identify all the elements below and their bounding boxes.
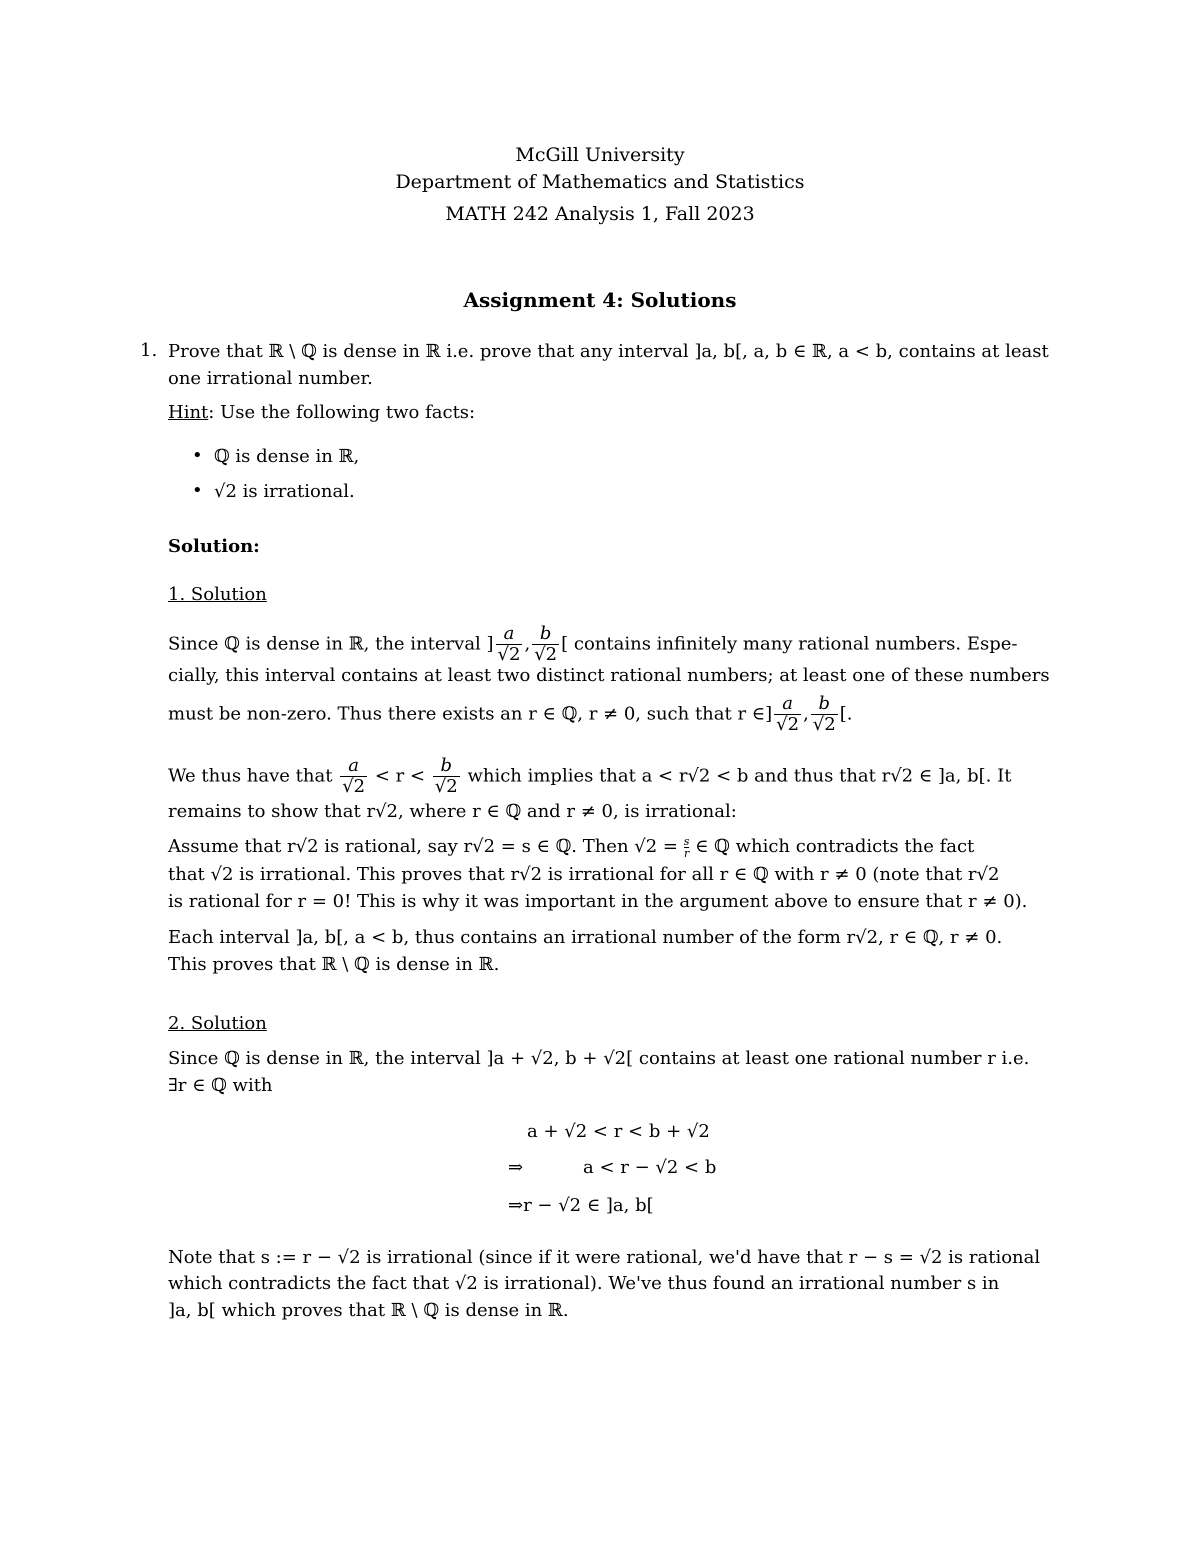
fraction-denominator: √2 — [776, 714, 800, 735]
fraction-numerator: a — [340, 756, 367, 777]
problem-number: 1. — [140, 340, 158, 361]
equation-line-1: a + √2 < r < b + √2 — [527, 1121, 710, 1142]
fraction-s-over-r — [684, 836, 690, 859]
fraction-denominator: √2 — [342, 776, 366, 797]
fraction-denominator: r — [683, 846, 690, 860]
solution1-p2-line1 — [168, 756, 1011, 797]
solution1-p4-line1: Each interval ]a, b[, a < b, thus contains an irrational number of the form r√2, r ∈ ℚ, r ≠ 0. — [168, 927, 1003, 948]
solution2-p2-line1: Note that s := r − √2 is irrational (since if it were rational, we'd have that r − s = √2 is rational — [168, 1247, 1041, 1268]
solution1-p2-line2: remains to show that r√2, where r ∈ ℚ and r ≠ 0, is irrational: — [168, 801, 737, 822]
problem-statement-line1: Prove that ℝ \ ℚ is dense in ℝ i.e. prove that any interval ]a, b[, a, b ∈ ℝ, a < b, contains at least — [168, 341, 1049, 362]
solution2-p2-line2: which contradicts the fact that √2 is irrational). We've thus found an irrational number s in — [168, 1273, 1000, 1294]
bullet-icon: • — [192, 480, 203, 501]
solution2-heading: 2. Solution — [168, 1013, 267, 1034]
implies-arrow: ⇒ — [508, 1157, 524, 1178]
course-title: MATH 242 Analysis 1, Fall 2023 — [445, 203, 755, 225]
fraction-a-over-sqrt2 — [496, 624, 523, 665]
fraction-denominator: √2 — [497, 644, 521, 665]
text-segment: which implies that a < r√2 < b and thus that r√2 ∈ ]a, b[. It — [467, 765, 1012, 787]
fraction-numerator: s — [683, 834, 690, 848]
solution1-p1-line1 — [168, 624, 1018, 665]
solution1-p3-line2: that √2 is irrational. This proves that r√2 is irrational for all r ∈ ℚ with r ≠ 0 (note that r√2 — [168, 864, 1000, 885]
fraction-a-over-sqrt2 — [774, 694, 801, 735]
fraction-numerator: a — [496, 624, 523, 645]
fraction-denominator: √2 — [812, 714, 836, 735]
fraction-numerator: b — [433, 756, 460, 777]
solution1-p1-line2: cially, this interval contains at least two distinct rational numbers; at least one of these numbers — [168, 665, 1050, 686]
hint-fact-2: √2 is irrational. — [214, 481, 355, 502]
bullet-icon: • — [192, 445, 203, 466]
equation-line-2: a < r − √2 < b — [583, 1157, 717, 1178]
solution2-p2-line3: ]a, b[ which proves that ℝ \ ℚ is dense in ℝ. — [168, 1300, 569, 1321]
fraction-a-over-sqrt2 — [340, 756, 367, 797]
hint-label: Hint — [168, 402, 209, 423]
solution1-heading: 1. Solution — [168, 584, 267, 605]
solution1-p1-line3 — [168, 694, 852, 735]
problem-statement-line2: one irrational number. — [168, 368, 373, 389]
assignment-title: Assignment 4: Solutions — [463, 288, 737, 312]
fraction-numerator: b — [811, 694, 838, 715]
solution1-p3-line1 — [168, 835, 974, 859]
fraction-numerator: b — [532, 624, 559, 645]
hint — [168, 401, 475, 425]
solution2-p1-line2: ∃r ∈ ℚ with — [168, 1075, 273, 1096]
fraction-b-over-sqrt2 — [811, 694, 838, 735]
solution1-p3-line3: is rational for r = 0! This is why it was important in the argument above to ensure that r ≠ 0). — [168, 891, 1028, 912]
solution-label: Solution: — [168, 536, 260, 557]
fraction-denominator: √2 — [434, 776, 458, 797]
fraction-b-over-sqrt2 — [532, 624, 559, 665]
text-segment: [ contains infinitely many rational numbers. Espe- — [561, 633, 1018, 655]
equation-line-3: ⇒r − √2 ∈ ]a, b[ — [508, 1195, 654, 1216]
text-segment: Since ℚ is dense in ℝ, the interval ] — [168, 633, 494, 655]
text-segment: must be non-zero. Thus there exists an r ∈ ℚ, r ≠ 0, such that r ∈] — [168, 703, 773, 725]
inequality: < r < — [374, 765, 426, 787]
text-segment: ∈ ℚ which contradicts the fact — [695, 836, 975, 857]
solution2-p1-line1: Since ℚ is dense in ℝ, the interval ]a + √2, b + √2[ contains at least one rational number r i.e. — [168, 1048, 1030, 1069]
hint-fact-1: ℚ is dense in ℝ, — [214, 446, 360, 467]
department-name: Department of Mathematics and Statistics — [395, 171, 805, 193]
fraction-b-over-sqrt2 — [433, 756, 460, 797]
comma: , — [803, 703, 809, 725]
solution1-p4-line2: This proves that ℝ \ ℚ is dense in ℝ. — [168, 954, 500, 975]
fraction-denominator: √2 — [534, 644, 558, 665]
fraction-numerator: a — [774, 694, 801, 715]
comma: , — [524, 633, 531, 655]
text-segment: We thus have that — [168, 765, 333, 787]
hint-text: : Use the following two facts: — [208, 402, 476, 423]
text-segment: Assume that r√2 is rational, say r√2 = s ∈ ℚ. Then √2 = — [168, 836, 679, 857]
university-name: McGill University — [515, 144, 685, 166]
text-segment: [. — [839, 703, 853, 725]
